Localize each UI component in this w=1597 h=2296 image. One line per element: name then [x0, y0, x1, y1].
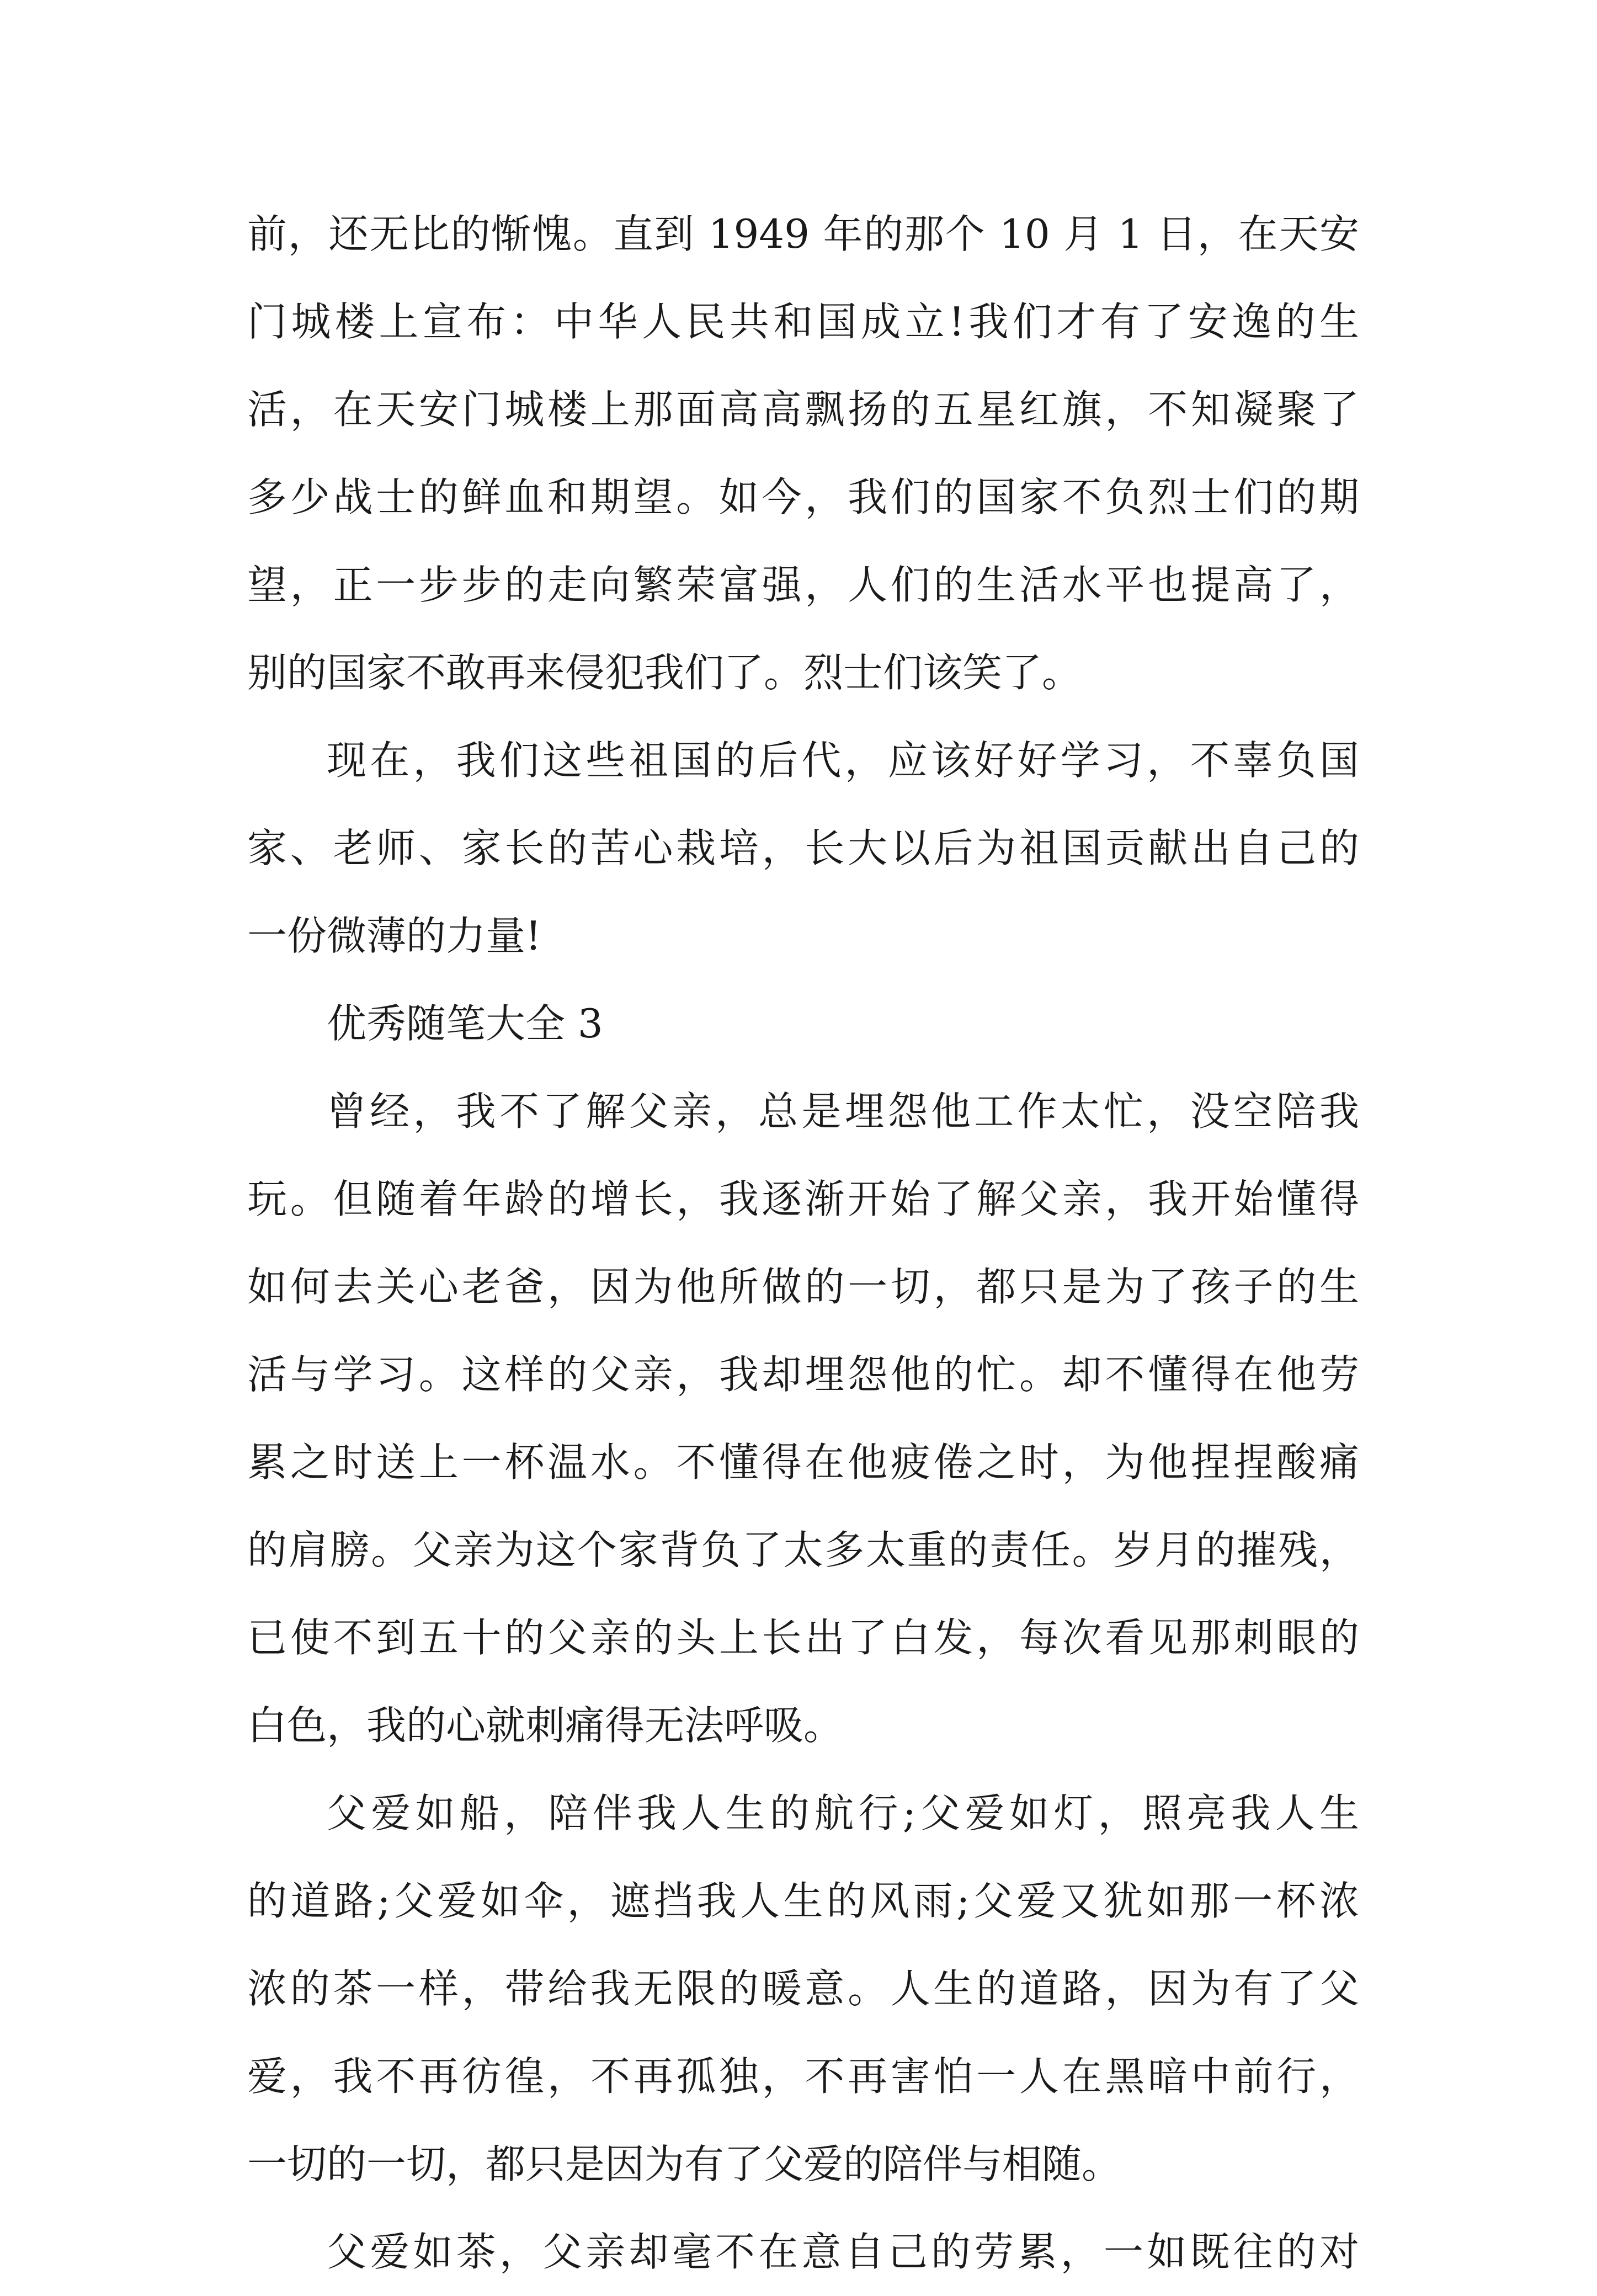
text-line: 父爱如船，陪伴我人生的航行;父爱如灯，照亮我人生	[327, 1790, 1359, 1836]
text-line: 现在，我们这些祖国的后代，应该好好学习，不辜负国	[327, 737, 1359, 784]
section-heading: 优秀随笔大全 3	[327, 1000, 603, 1047]
text-line: 已使不到五十的父亲的头上长出了白发，每次看见那刺眼的	[247, 1615, 1359, 1661]
text-line: 累之时送上一杯温水。不懂得在他疲倦之时，为他捏捏酸痛	[247, 1439, 1359, 1485]
text-line: 活与学习。这样的父亲，我却埋怨他的忙。却不懂得在他劳	[247, 1351, 1359, 1398]
text-line: 前，还无比的惭愧。直到 1949 年的那个 10 月 1 日，在天安	[247, 211, 1359, 257]
text-line: 玩。但随着年龄的增长，我逐渐开始了解父亲，我开始懂得	[247, 1176, 1359, 1222]
text-line: 的肩膀。父亲为这个家背负了太多太重的责任。岁月的摧残，	[247, 1527, 1359, 1573]
text-line: 一切的一切，都只是因为有了父爱的陪伴与相随。	[247, 2141, 1122, 2187]
text-line: 父爱如茶，父亲却毫不在意自己的劳累，一如既往的对	[327, 2229, 1359, 2275]
text-line: 望，正一步步的走向繁荣富强，人们的生活水平也提高了，	[247, 562, 1359, 608]
text-line: 活，在天安门城楼上那面高高飘扬的五星红旗，不知凝聚了	[247, 386, 1359, 433]
text-line: 浓的茶一样，带给我无限的暖意。人生的道路，因为有了父	[247, 1965, 1359, 2012]
text-line: 爱，我不再彷徨，不再孤独，不再害怕一人在黑暗中前行，	[247, 2053, 1359, 2100]
text-line: 曾经，我不了解父亲，总是埋怨他工作太忙，没空陪我	[327, 1088, 1359, 1134]
text-line: 白色，我的心就刺痛得无法呼吸。	[247, 1702, 844, 1749]
text-line: 门城楼上宣布：中华人民共和国成立!我们才有了安逸的生	[247, 299, 1359, 345]
document-body	[247, 190, 1359, 2296]
text-line: 的道路;父爱如伞，遮挡我人生的风雨;父爱又犹如那一杯浓	[247, 1878, 1359, 1924]
text-line: 如何去关心老爸，因为他所做的一切，都只是为了孩子的生	[247, 1264, 1359, 1310]
text-line: 一份微薄的力量!	[247, 913, 541, 959]
text-line: 多少战士的鲜血和期望。如今，我们的国家不负烈士们的期	[247, 474, 1359, 520]
text-line: 别的国家不敢再来侵犯我们了。烈士们该笑了。	[247, 649, 1082, 696]
text-line: 家、老师、家长的苦心栽培，长大以后为祖国贡献出自己的	[247, 825, 1359, 871]
